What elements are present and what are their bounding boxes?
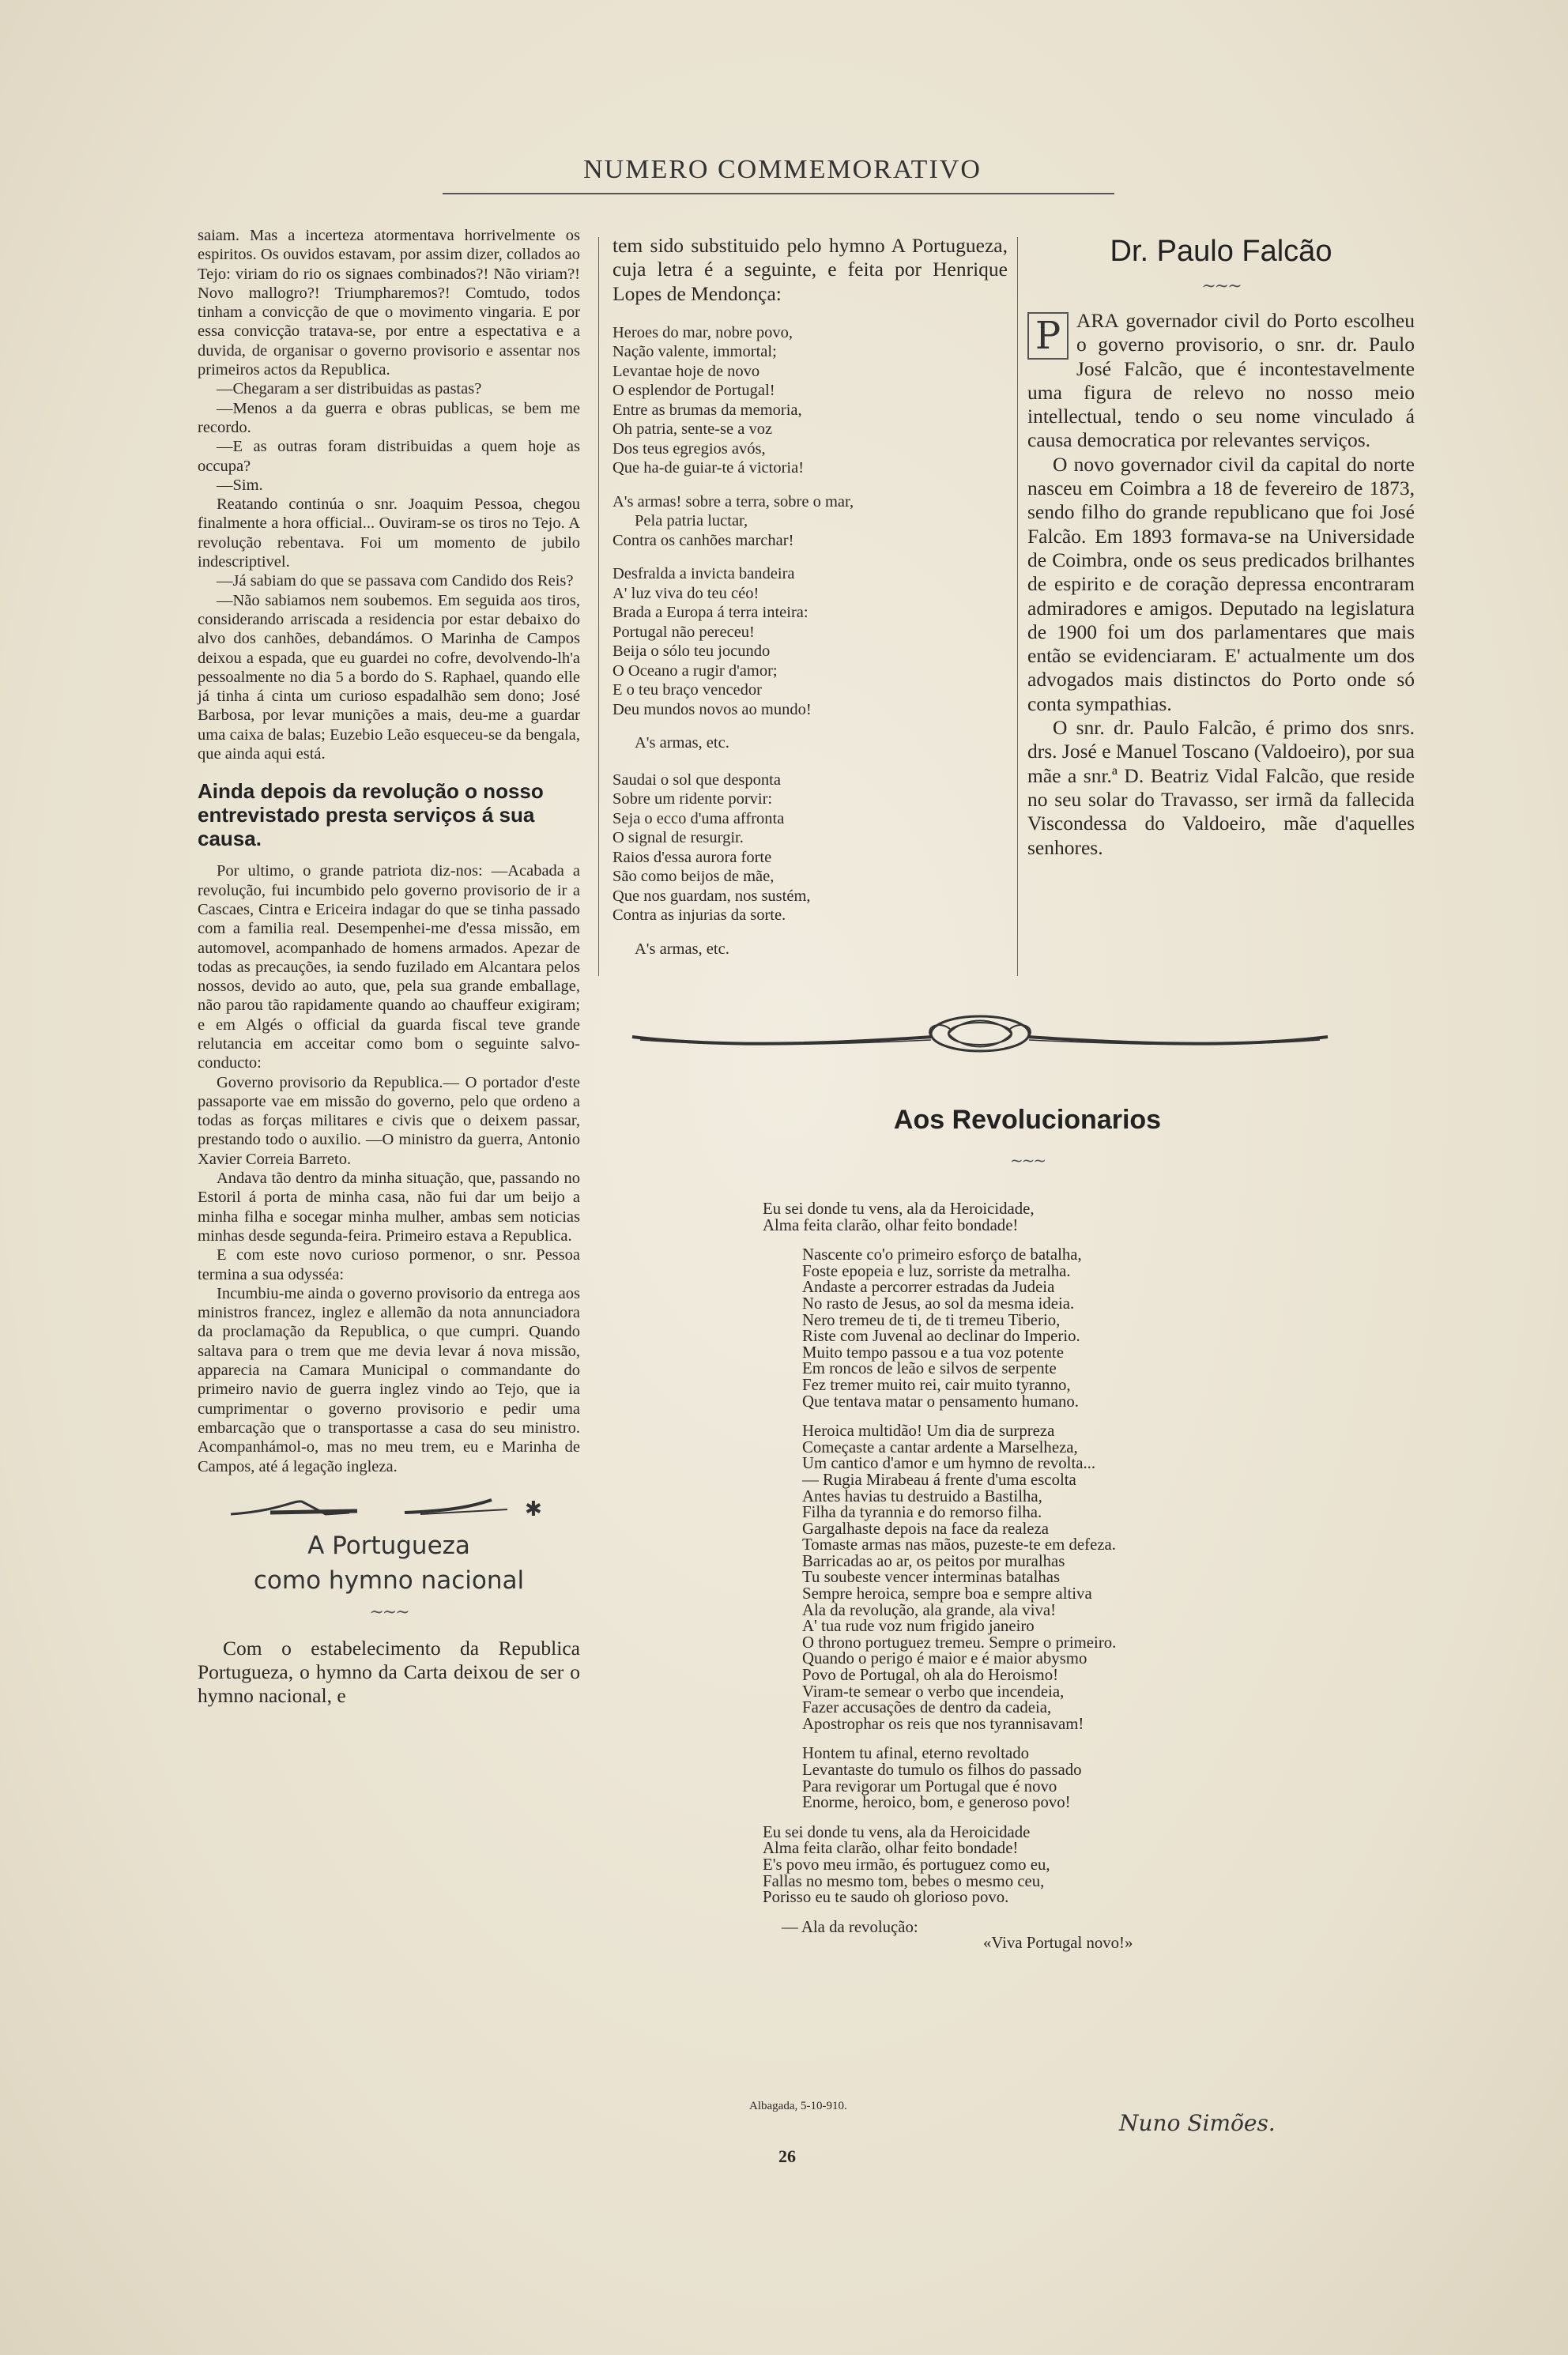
author-signature: Nuno Simões. [1119, 2110, 1276, 2136]
verse-line: Heroica multidão! Um dia de surpreza [802, 1422, 1055, 1441]
verse-line: Que ha-de guiar-te á victoria! [612, 459, 805, 477]
verse-line: Barricadas ao ar, os peitos por muralhas [802, 1551, 1065, 1570]
bio-text [1027, 309, 1415, 860]
paragraph: —Menos a da guerra e obras publicas, se bem me recordo. [198, 399, 580, 436]
verse-line: Riste com Juvenal ao declinar do Imperio. [802, 1327, 1080, 1346]
page-number: 26 [778, 2146, 796, 2166]
verse-line: Nação valente, immortal; [612, 343, 777, 361]
verse-line: Seja o ecco d'uma affronta [612, 809, 785, 827]
verse-line: E o teu braço vencedor [612, 681, 762, 699]
paragraph: —Chegaram a ser distribuidas as pastas? [217, 380, 482, 398]
column-divider-left [598, 237, 599, 976]
tilde-ornament: ~~~ [1201, 277, 1241, 296]
verse-line: Fazer accusações de dentro da cadeia, [802, 1698, 1052, 1717]
verse-line: Levantae hoje de novo [612, 362, 760, 380]
verse-line: Sobre um ridente porvir: [612, 790, 773, 808]
article-title-line1: A Portugueza [307, 1531, 470, 1560]
interview-text-continued [198, 861, 580, 1476]
paragraph: —Sim. [217, 476, 263, 494]
verse-line: A's armas! sobre a terra, sobre o mar, [612, 492, 854, 511]
verse-line: A' tua rude voz num frigido janeiro [802, 1617, 1035, 1636]
hymn-chorus [612, 492, 1008, 551]
verse-line: A' luz viva do teu céo! [612, 584, 760, 602]
poem-closing [763, 1917, 1395, 1953]
verse-line: Eu sei donde tu vens, ala da Heroicidade, [763, 1200, 1035, 1218]
verse-line: Eu sei donde tu vens, ala da Heroicidade [763, 1822, 1031, 1841]
verse-line: E's povo meu irmão, és portuguez como eu, [763, 1855, 1050, 1874]
drop-cap: P [1027, 312, 1069, 360]
article-intro [198, 1637, 580, 1709]
verse-line: Em roncos de leão e silvos de serpente [802, 1359, 1057, 1378]
verse-line: Fez tremer muito rei, cair muito tyranno, [802, 1375, 1071, 1394]
article-title [198, 1528, 580, 1598]
verse-line: Filha da tyrannia e do remorso filha. [802, 1503, 1042, 1522]
closing-line: — Ala da revolução: [782, 1917, 918, 1936]
hymn-lyrics [612, 323, 1008, 959]
verse-line: Sempre heroica, sempre boa e sempre altiva [802, 1584, 1092, 1603]
place-date: Albagada, 5-10-910. [749, 2100, 847, 2112]
hymn-intro [612, 234, 1008, 306]
verse-line: Pela patria luctar, [635, 512, 748, 530]
paragraph: Andava tão dentro da minha situação, que, passando no Estoril á porta de minha casa, não fui dar um beijo a minha filha e socegar minha mulher, ambas sem noticias minhas desde segunda-feira. Primeiro estava a Republica. [198, 1170, 580, 1245]
hymn-refrain: A's armas, etc. [635, 734, 729, 752]
paragraph: E com este novo curioso pormenor, o snr. Pessoa termina a sua odysséa: [198, 1246, 580, 1283]
paragraph: Reatando continúa o snr. Joaquim Pessoa, chegou finalmente a hora official... Ouviram-se os tiros no Tejo. A revolução rebentava. Foi um momento de jubilo indescriptivel. [198, 495, 580, 571]
tilde-ornament: ~~~ [369, 1602, 409, 1622]
poem-stanza-2 [763, 1247, 1395, 1410]
verse-line: O Oceano a rugir d'amor; [612, 661, 778, 680]
verse-line: São como beijos de mãe, [612, 868, 775, 886]
verse-line: Oh patria, sente-se a voz [612, 420, 773, 439]
verse-line: O throno portuguez tremeu. Sempre o primeiro. [802, 1633, 1117, 1652]
verse-line: — Rugia Mirabeau á frente d'uma escolta [802, 1470, 1076, 1489]
verse-line: Começaste a cantar ardente a Marselheza, [802, 1437, 1078, 1456]
verse-line: Brada a Europa á terra inteira: [612, 604, 808, 622]
verse-line: Levantaste do tumulo os filhos do passado [802, 1761, 1082, 1779]
poem-stanza-3 [763, 1423, 1395, 1732]
verse-line: Porisso eu te saudo oh glorioso povo. [763, 1888, 1009, 1907]
right-column [1027, 234, 1415, 860]
verse-line: Ala da revolução, ala grande, ala viva! [802, 1600, 1057, 1619]
bio-paragraph-2: O novo governador civil da capital do norte nasceu em Coimbra a 18 de fevereiro de 1873, sendo filho do grande republicano que foi José Falcão. Em 1893 formava-se na Universidade de Coimbra, onde os seus predicados brilhantes de espirito e de coração depressa encontraram admiradores e amigos. Deputado na legislatura de 1900 foi um dos parlamentares que mais então se evidenciaram. E' actualmente um dos advogados mais distinctos do Porto onde só conta sympathias. [1027, 452, 1415, 715]
svg-text:✱: ✱ [525, 1497, 542, 1520]
poem-title: Aos Revolucionarios [893, 1105, 1162, 1135]
closing-line: «Viva Portugal novo!» [983, 1934, 1133, 1953]
ornamental-rule [624, 1010, 1336, 1057]
verse-line: O esplendor de Portugal! [612, 382, 775, 400]
hymn-stanza-1 [612, 323, 1008, 478]
paragraph: saiam. Mas a incerteza atormentava horrivelmente os espiritos. Os ouvidos estavam, por assim dizer, collados ao Tejo: viriam do rio os signaes combinados?! Não viriam?! Novo mallogro?! Triumpharemos?! Comtudo, todos tinham a convicção de que o movimento vingaria. E por essa convicção tratava-se, por entre a espectativa e a duvida, de organisar o governo provisorio e assentar nos primeiros actos da Republica. [198, 227, 580, 379]
verse-line: Foste epopeia e luz, sorriste da metralha. [802, 1261, 1071, 1280]
header-rule [443, 193, 1114, 194]
verse-line: Desfralda a invicta bandeira [612, 565, 795, 583]
verse-line: Para revigorar um Portugal que é novo [802, 1777, 1057, 1795]
lead-word: ARA [1076, 309, 1119, 332]
verse-line: Alma feita clarão, olhar feito bondade! [763, 1839, 1019, 1858]
page-header: NUMERO COMMEMORATIVO [583, 155, 982, 184]
paragraph: —Não sabiamos nem soubemos. Em seguida aos tiros, considerando arriscada a residencia por estar debaixo do alvo dos canhões, debandámos. O Marinha de Campos deixou a espada, que eu guardei no cofre, devolvendo-lh'a pessoalmente no dia 5 a bordo do S. Raphael, quando elle já tinha á cinta um curioso espadalhão sem dono; José Barbosa, por levar munições a mais, deu-me a guardar uma caixa de balas; Euzebio Leão esqueceu-se da bengala, que ainda aqui está. [198, 591, 580, 763]
paragraph: —Já sabiam do que se passava com Candido dos Reis? [217, 572, 574, 590]
verse-line: Fallas no mesmo tom, bebes o mesmo ceu, [763, 1871, 1045, 1890]
section-subheading: Ainda depois da revolução o nosso entrevistado presta serviços á sua causa. [198, 779, 544, 851]
verse-line: Heroes do mar, nobre povo, [612, 323, 793, 341]
poem-stanza-5 [763, 1822, 1395, 1907]
poem-body [763, 1201, 1395, 1965]
verse-line: Muito tempo passou e a tua voz potente [802, 1343, 1064, 1362]
hymn-refrain: A's armas, etc. [635, 940, 729, 958]
paragraph: Incumbiu-me ainda o governo provisorio da entrega aos ministros francez, inglez e allemão da nota annunciadora da proclamação da Republica, o que cumpri. Quando saltava para o trem que me devia levar á nova missão, apparecia na Camara Municipal o commandante do primeiro navio de guerra inglez vindo ao Tejo, que ia cumprimentar o governo provisorio e pedir uma embarcação que o transportasse a casa do seu ministro. Acompanhámol-o, mas no meu trem, eu e Marinha de Campos, até á legação ingleza. [198, 1284, 580, 1475]
verse-line: Contra os canhões marchar! [612, 531, 794, 549]
interview-text [198, 226, 580, 763]
verse-line: Enorme, heroico, bom, e generoso povo! [802, 1793, 1071, 1812]
verse-line: Tu soubeste vencer interminas batalhas [802, 1568, 1061, 1587]
verse-line: Deu mundos novos ao mundo! [612, 700, 812, 718]
verse-line: Que nos guardam, nos sustém, [612, 887, 811, 905]
poem-stanza-1 [763, 1201, 1395, 1234]
hymn-stanza-3 [612, 771, 1008, 925]
verse-line: Povo de Portugal, oh ala do Heroismo! [802, 1666, 1059, 1685]
verse-line: Nascente co'o primeiro esforço de batalha, [802, 1245, 1082, 1264]
paragraph: Governo provisorio da Republica.— O portador d'este passaporte vae em missão do governo, pelo que ordeno a todas as forças militares e civis que o deixem passar, prestando todo o auxilio. —O ministro da guerra, Antonio Xavier Correia Barreto. [198, 1073, 580, 1168]
verse-line: Gargalhaste depois na face da realeza [802, 1519, 1049, 1538]
column-divider-right [1017, 237, 1018, 976]
bio-title: Dr. Paulo Falcão [1110, 235, 1332, 268]
verse-line: Quando o perigo é maior e é maior abysmo [802, 1649, 1087, 1668]
middle-column [612, 234, 1008, 976]
verse-line: Saudai o sol que desponta [612, 771, 781, 789]
verse-line: Portugal não pereceu! [612, 623, 755, 641]
verse-line: Um cantico d'amor e um hymno de revolta... [802, 1454, 1096, 1473]
verse-line: Viram-te semear o verbo que incendeia, [802, 1682, 1065, 1701]
article-title-line2: como hymno nacional [253, 1566, 525, 1595]
verse-line: Andaste a percorrer estradas da Judeia [802, 1278, 1055, 1297]
verse-line: Contra as injurias da sorte. [612, 906, 786, 925]
verse-line: Apostrophar os reis que nos tyrannisavam! [802, 1714, 1084, 1733]
paragraph: —E as outras foram distribuidas a quem hoje as occupa? [198, 438, 580, 475]
verse-line: O signal de resurgir. [612, 829, 744, 847]
verse-line: Raios d'essa aurora forte [612, 848, 772, 866]
verse-line: Dos teus egregios avós, [612, 439, 766, 458]
tilde-ornament: ~~~ [1009, 1151, 1046, 1170]
verse-line: Antes havias tu destruido a Bastilha, [802, 1486, 1042, 1505]
paragraph: tem sido substituido pelo hymno A Portugueza, cuja letra é a seguinte, e feita por Henrique Lopes de Mendonça: [612, 234, 1008, 305]
verse-line: Nero tremeu de ti, de ti tremeu Tiberio, [802, 1310, 1061, 1329]
verse-line: Entre as brumas da memoria, [612, 401, 802, 419]
flourish-divider [215, 1494, 563, 1520]
paragraph: Por ultimo, o grande patriota diz-nos: —Acabada a revolução, fui incumbido pelo governo provisorio de ir a Cascaes, Cintra e Ericeira indagar do que se tinha passado com a familia real. Desempenhei-me d'essa missão, em automovel, acompanhado de homens armados. Apezar de todas as precauções, ia sendo fuzilado em Alcantara pelos nossos, devido ao auto, que, pela sua grande emballage, não parou tão rapidamente quando ao chauffeur exigiram; e em Algés o official da guarda fiscal teve grande relutancia em acceitar como bom o seguinte salvo-conducto: [198, 862, 580, 1072]
verse-line: Hontem tu afinal, eterno revoltado [802, 1744, 1030, 1763]
verse-line: Tomaste armas nas mãos, puzeste-te em defeza. [802, 1535, 1116, 1554]
paragraph-text: governador civil do Porto escolheu o governo provisorio, o snr. dr. Paulo José Falcão, que é incontestavelmente uma figura de relevo no nosso meio intellectual, tendo o seu nome vinculado á causa democratica por relevantes serviços. [1027, 309, 1415, 452]
bio-paragraph-1 [1027, 309, 1415, 453]
poem-stanza-4 [763, 1746, 1395, 1811]
verse-line: Alma feita clarão, olhar feito bondade! [763, 1215, 1019, 1234]
hymn-stanza-2 [612, 564, 1008, 719]
verse-line: Que tentava matar o pensamento humano. [802, 1392, 1079, 1411]
left-column [198, 226, 580, 1709]
paragraph: Com o estabelecimento da Republica Portugueza, o hymno da Carta deixou de ser o hymno nacional, e [198, 1636, 580, 1708]
bio-paragraph-3: O snr. dr. Paulo Falcão, é primo dos snrs. drs. José e Manuel Toscano (Valdoeiro), por sua mãe a snr.ª D. Beatriz Vidal Falcão, que reside no seu solar do Travasso, ser irmã da fallecida Viscondessa do Valdoeiro, mãe d'aquelles senhores. [1027, 716, 1415, 859]
verse-line: No rasto de Jesus, ao sol da mesma ideia. [802, 1294, 1075, 1313]
verse-line: Beija o sólo teu jocundo [612, 642, 771, 661]
